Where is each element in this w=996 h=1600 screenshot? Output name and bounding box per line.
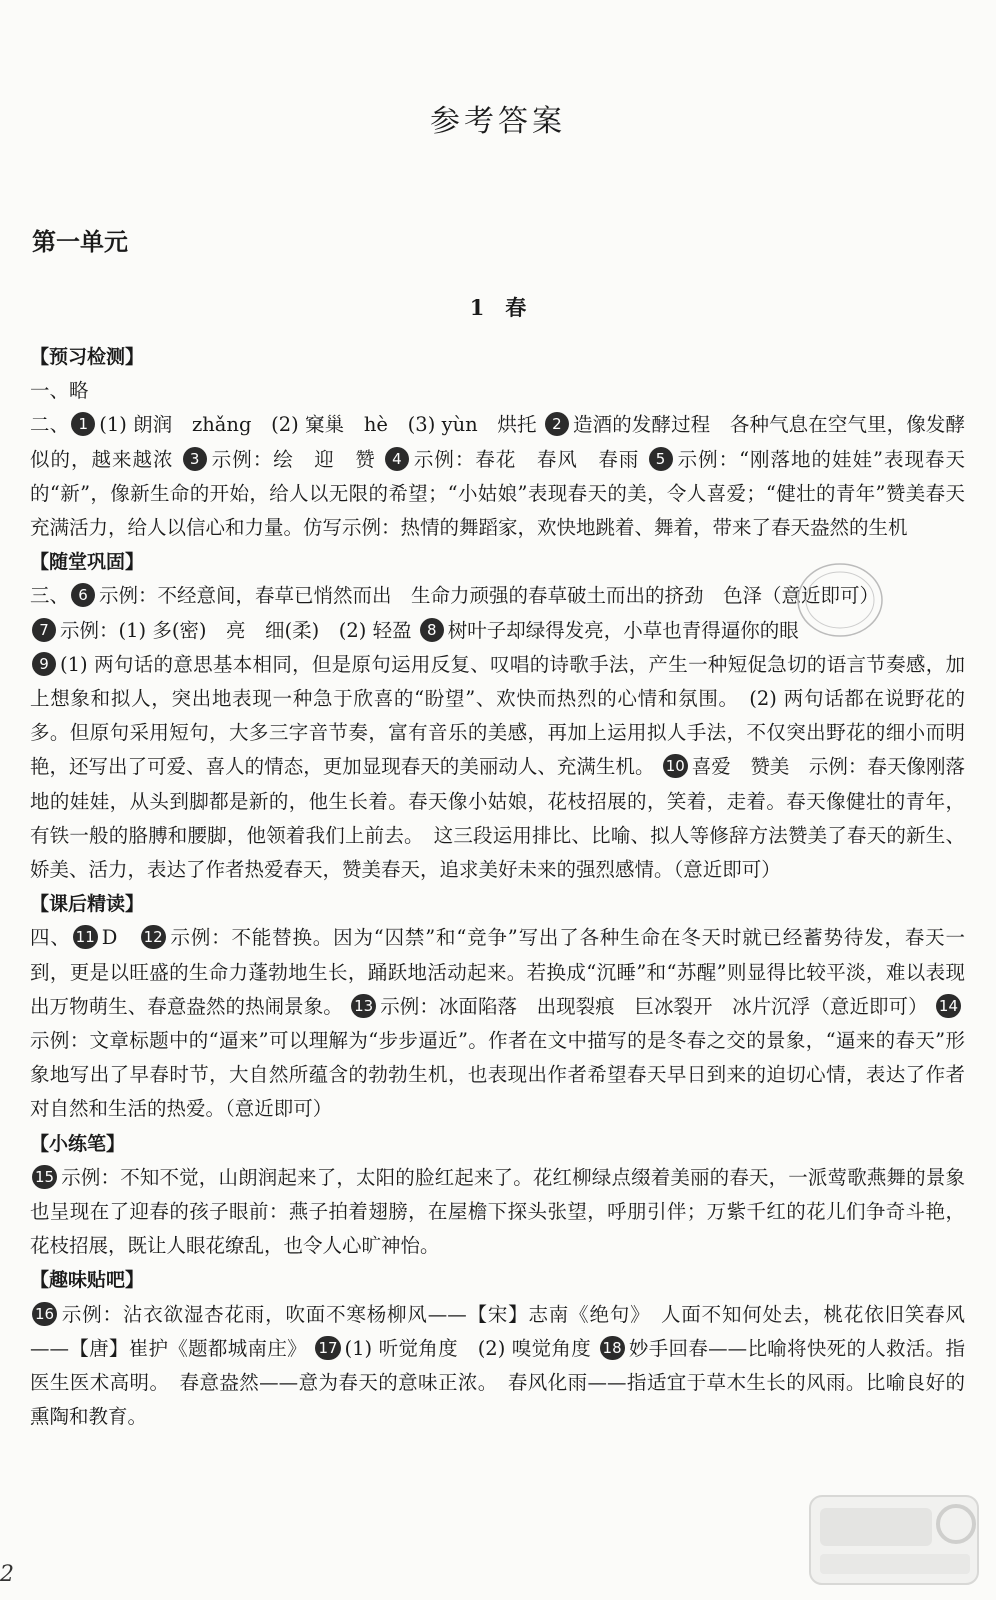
answer-paragraph [30, 921, 965, 1126]
page-number: 2 [0, 1562, 14, 1587]
section-heading-reading: 【课后精读】 [30, 893, 145, 916]
watermark-logo [806, 1490, 982, 1590]
answer-text: 示例：不知不觉，山朗润起来了，太阳的脸红起来了。花红柳绿点缀着美丽的春天，一派莺歌燕舞的景象也呈现在了迎春的孩子眼前：燕子拍着翅膀，在屋檐下探头张望，呼朋引伴；万紫千红的花儿们争奇斗艳，花枝招展，既让人眼花缭乱，也令人心旷神怡。 [30, 1165, 965, 1258]
answer-paragraph [30, 408, 965, 545]
answer-text: (1) 朗润 zhǎng (2) 窠巢 hè (3) yùn 烘托 [99, 413, 543, 437]
answer-text: 示例：不能替换。因为“囚禁”和“竞争”写出了各种生命在冬天时就已经蓄势待发，春天一到，更是以旺盛的生命力蓬勃地生长，踊跃地活动起来。若换成“沉睡”和“苏醒”则显得比较平淡，难以表现出万物萌生、春意盎然的热闹景象。 [30, 926, 965, 1018]
answer-content [30, 340, 965, 1435]
section-heading-writing: 【小练笔】 [30, 1132, 126, 1155]
answer-paragraph [30, 1161, 965, 1264]
question-number-badge: 18 [600, 1336, 625, 1360]
answer-text: 示例：不经意间，春草已悄然而出 生命力顽强的春草破土而出的挤劲 色泽（意近即可） [99, 584, 880, 608]
question-number-badge: 10 [663, 754, 688, 778]
page-title: 参考答案 [430, 104, 566, 139]
section-heading-fun: 【趣味贴吧】 [30, 1269, 145, 1292]
answer-text: 示例：绘 迎 赞 [210, 447, 383, 471]
answer-text: 四、 [30, 926, 71, 950]
answer-paragraph: 一、略 [30, 379, 89, 403]
answer-paragraph [30, 648, 965, 887]
answer-text: (1) 两句话的意思基本相同，但是原句运用反复、叹唱的诗歌手法，产生一种短促急切的语言节奏感，加上想象和拟人，突出地表现一种急于欣喜的“盼望”、欢快而热烈的心情和氛围。 (2) 两句话都在说野花的多。但原句采用短句，大多三字音节奏，富有音乐的美感，再加上运用拟人手法，不仅突出野花的细小而明艳，还写出了可爱、喜人的情态，更加显现春天的美丽动人、充满生机。 [30, 652, 965, 779]
answer-text: 树叶子却绿得发亮，小草也青得逼你的眼 [447, 618, 799, 642]
answer-text: (1) 听觉角度 (2) 嗅觉角度 [344, 1336, 598, 1360]
question-number-badge: 17 [315, 1336, 340, 1360]
answer-text: 三、 [30, 584, 70, 608]
question-number-badge: 11 [73, 925, 98, 949]
question-number-badge: 4 [385, 447, 409, 471]
answer-text: 二、 [30, 413, 70, 437]
answer-text: D [101, 926, 139, 950]
section-heading-preview: 【预习检测】 [30, 346, 145, 368]
answer-text: 示例：“刚落地的娃娃”表现春天的“新”，像新生命的开始，给人以无限的希望；“小姑娘”表现春天的美，令人喜爱；“健壮的青年”赞美春天充满活力，给人以信心和力量。仿写示例：热情的舞蹈家，欢快地跳着、舞着，带来了春天盎然的生机 [30, 447, 965, 540]
answer-text: 示例：冰面陷落 出现裂痕 巨冰裂开 冰片沉浮（意近即可） [380, 994, 934, 1018]
answer-text: 喜爱 赞美 示例：春天像刚落地的娃娃，从头到脚都是新的，他生长着。春天像小姑娘，花枝招展的，笑着，走着。春天像健壮的青年，有铁一般的胳膊和腰脚，他领着我们上前去。 这三段运用排比、比喻、拟人等修辞方法赞美了春天的新生、娇美、活力，表达了作者热爱春天，赞美春天，追求美好未来的强烈感情。（意近即可） [30, 755, 965, 882]
unit-title: 第一单元 [32, 228, 128, 256]
question-number-badge: 1 [71, 412, 95, 436]
answer-text: 示例：沾衣欲湿杏花雨，吹面不寒杨柳风——【宋】志南《绝句》 人面不知何处去，桃花依旧笑春风——【唐】崔护《题都城南庄》 [30, 1302, 965, 1360]
question-number-badge: 16 [32, 1302, 57, 1326]
section-heading-consolidate: 【随堂巩固】 [30, 551, 145, 574]
answer-text: 示例：(1) 多(密) 亮 细(柔) (2) 轻盈 [60, 618, 418, 642]
question-number-badge: 15 [32, 1165, 57, 1189]
question-number-badge: 7 [32, 618, 56, 642]
question-number-badge: 14 [936, 994, 961, 1018]
answer-text: 造酒的发酵过程 各种气息在空气里，像发酵似的，越来越浓 [30, 413, 965, 471]
lesson-title: 1 春 [469, 295, 527, 320]
question-number-badge: 12 [141, 925, 166, 949]
stamp-mark [790, 555, 890, 645]
question-number-badge: 9 [32, 652, 56, 676]
answer-text: 示例：春花 春风 春雨 [412, 447, 647, 471]
question-number-badge: 3 [183, 447, 207, 471]
question-number-badge: 5 [649, 447, 673, 471]
answer-text: 示例：文章标题中的“逼来”可以理解为“步步逼近”。作者在文中描写的是冬春之交的景象，“逼来的春天”形象地写出了早春时节，大自然所蕴含的勃勃生机，也表现出作者希望春天早日到来的迫切心情，表达了作者对自然和生活的热爱。（意近即可） [30, 1029, 965, 1121]
answer-paragraph [30, 1298, 965, 1435]
answer-text: 妙手回春——比喻将快死的人救活。指医生医术高明。 春意盎然——意为春天的意味正浓。 春风化雨——指适宜于草木生长的风雨。比喻良好的熏陶和教育。 [30, 1336, 965, 1429]
question-number-badge: 6 [71, 583, 95, 607]
question-number-badge: 13 [351, 994, 376, 1018]
question-number-badge: 2 [545, 412, 569, 436]
question-number-badge: 8 [420, 618, 444, 642]
